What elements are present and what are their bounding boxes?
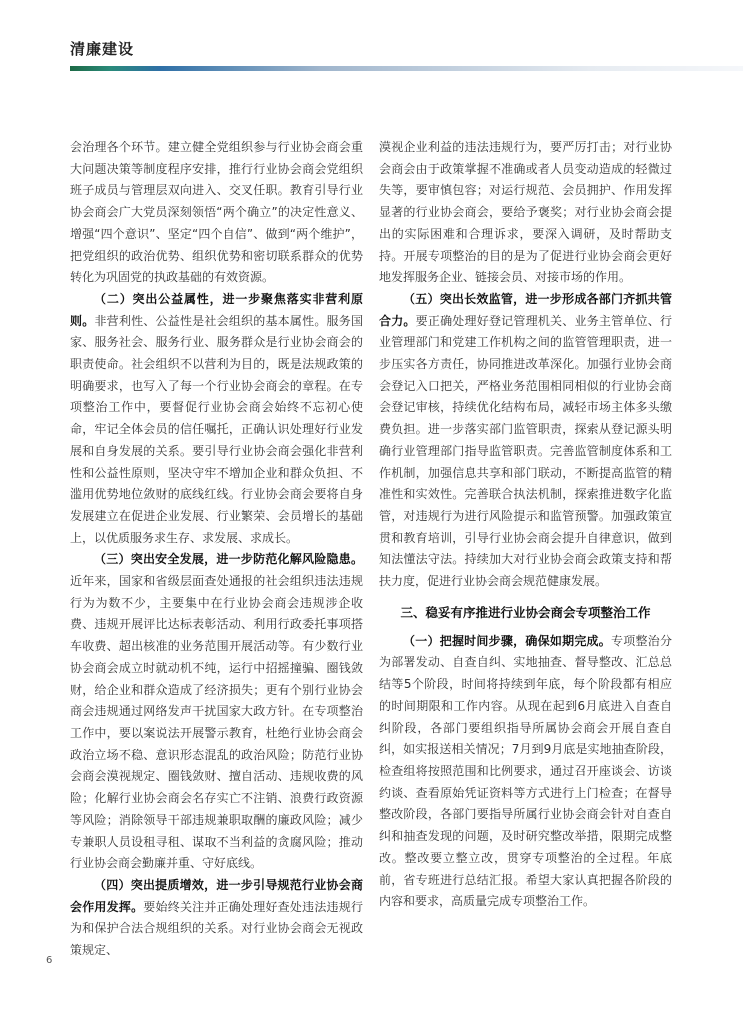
section-heading: 三、稳妥有序推进行业协会商会专项整治工作 [400,604,651,620]
paragraph-body: 要正确处理好登记管理机关、业务主管单位、行业管理部门和党建工作机构之间的监管管理职责，进一步压实各方责任，协同推进改革深化。加强行业协会商会登记入口把关，严格业务范围相同相似的行业协会商会登记审核，持续优化结构布局，减轻市场主体多头缴费负担。进一步落实部门监管职责，探索从登记源头明确行业管理部门指导监管职责。完善监管制度体系和工作机制，加强信息共享和部门联动，不断提高监管的精准性和实效性。完善联合执法机制，探索推进数字化监管，对违规行为进行风险提示和监管预警。加强政策宣贯和教育培训，引导行业协会商会提升自律意识，做到知法懂法守法。持续加大对行业协会商会政策支持和帮扶力度，促进行业协会商会规范健康发展。 [379,313,672,589]
paragraph-heading: （五）突出长效监管，进一步形成各部门齐抓共管合力。 [379,291,672,328]
paragraph-continued: 漠视企业利益的违法违规行为，要严厉打击；对行业协会商会由于政策掌握不准确或者人员变动造成的轻微过失等，要审慎包容；对运行规范、会员拥护、作用发挥显著的行业协会商会，要给予褒奖；对行业协会商会提出的实际困难和合理诉求，要深入调研，及时帮助支持。开展专项整治的目的是为了促进行业协会商会更好地发挥服务企业、链接会员、对接市场的作用。 [379,140,672,285]
paragraph-heading: （四）突出提质增效，进一步引导规范行业协会商会作用发挥。 [70,877,363,914]
paragraph-heading: （一）把握时间步骤，确保如期完成。 [403,633,612,648]
paragraph-quality-efficiency [70,875,363,962]
paragraph-continued: 会治理各个环节。建立健全党组织参与行业协会商会重大问题决策等制度程序安排，推行行业协会商会党组织班子成员与管理层双向进入、交叉任职。教育引导行业协会商会广大党员深刻领悟“两个确立”的决定性意义、增强“四个意识”、坚定“四个自信”、做到“两个维护”，把党组织的政治优势、组织优势和密切联系群众的优势转化为巩固党的执政基础的有效资源。 [70,140,363,285]
section-header-title: 清廉建设 [70,40,135,58]
paragraph-safe-development [70,549,363,875]
paragraph-heading: （二）突出公益属性，进一步聚焦落实非营利原则。 [70,291,363,328]
paragraph-body: 专项整治分为部署发动、自查自纠、实地抽查、督导整改、汇总总结等5个阶段，时间将持续到年底，每个阶段都有相应的时间期限和工作内容。从现在起到6月底进入自查自纠阶段，各部门要组织指导所属协会商会开展自查自纠，如实报送相关情况；7月到9月底是实地抽查阶段，检查组将按照范围和比例要求，通过召开座谈会、访谈约谈、查看原始凭证资料等方式进行上门检查；在督导整改阶段，各部门要指导所属行业协会商会针对自查自纠和抽查发现的问题，及时研究整改举措，限期完成整改。整改要立整立改，贯穿专项整治的全过程。年底前，省专班进行总结汇报。希望大家认真把握各阶段的内容和要求，高质量完成专项整治工作。 [379,633,672,909]
paragraph-public-welfare [70,289,363,549]
page-number: 6 [46,955,53,966]
paragraph-body: 要始终关注并正确处理好查处违法违规行为和保护合法合规组织的关系。对行业协会商会无视政策规定、 [70,899,363,958]
paragraph-heading: （三）突出安全发展，进一步防范化解风险隐患。 [94,552,363,567]
header-gradient-bar [70,66,743,71]
paragraph-body: 近年来，国家和省级层面查处通报的社会组织违法违规行为为数不少，主要集中在行业协会商会违规涉企收费、违规开展评比达标表彰活动、利用行政委托事项搭车收费、超出核准的业务范围开展活动等。有少数行业协会商会成立时就动机不纯，运行中招摇撞骗、圈钱敛财，给企业和群众造成了经济损失；更有个别行业协会商会违规通过网络发声干扰国家大政方针。在专项整治工作中，要以案说法开展警示教育，杜绝行业协会商会政治立场不稳、意识形态混乱的政治风险；防范行业协会商会漠视规定、圈钱敛财、擅自活动、违规收费的风险；化解行业协会商会名存实亡不注销、浪费行政资源等风险；消除领导干部违规兼职取酬的廉政风险；减少专兼职人员设租寻租、谋取不当利益的贪腐风险；推动行业协会商会勤廉并重、守好底线。 [70,574,363,871]
paragraph-body: 非营利性、公益性是社会组织的基本属性。服务国家、服务社会、服务行业、服务群众是行业协会商会的职责使命。社会组织不以营利为目的，既是法规政策的明确要求，也写入了每一个行业协会商会的章程。在专项整治工作中，要督促行业协会商会始终不忘初心使命，牢记全体会员的信任嘱托，正确认识处理好行业发展和自身发展的关系。要引导行业协会商会强化非营利性和公益性原则，坚决守牢不增加企业和群众负担、不滥用优势地位敛财的底线红线。行业协会商会要将自身发展建立在促进企业发展、行业繁荣、会员增长的基础上，以优质服务求生存、求发展、求成长。 [70,313,363,545]
right-text-column [379,137,672,913]
paragraph-timeline [379,631,672,913]
left-text-column [70,137,363,962]
paragraph-long-term-supervision [379,289,672,593]
